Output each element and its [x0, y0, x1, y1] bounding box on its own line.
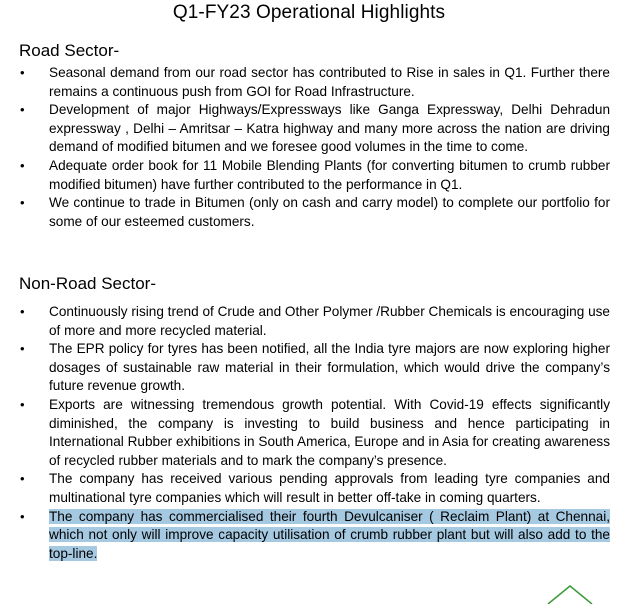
- list-item: • Adequate order book for 11 Mobile Blending Plants (for converting bitumen to crumb rubber modified bitumen) have further contributed to the performance in Q1.: [0, 157, 618, 194]
- road-sector-list: [0, 64, 618, 231]
- list-item: • The EPR policy for tyres has been notified, all the India tyre majors are now exploring higher dosages of sustainable raw material in their formulation, which would drive the company’s future revenue growth.: [0, 340, 618, 396]
- road-sector-heading: Road Sector-: [19, 41, 120, 60]
- list-item: • Seasonal demand from our road sector has contributed to Rise in sales in Q1. Further there remains a continuous push from GOI for Road Infrastructure.: [0, 64, 618, 101]
- highlighted-list-item: [0, 508, 618, 564]
- list-item: • We continue to trade in Bitumen (only on cash and carry model) to complete our portfolio for some of our esteemed customers.: [0, 194, 618, 231]
- non-road-sector-heading: Non-Road Sector-: [19, 274, 157, 293]
- decorative-arrow-icon: [540, 584, 600, 604]
- non-road-sector-list: [0, 303, 618, 563]
- page-title: Q1-FY23 Operational Highlights: [172, 2, 446, 23]
- list-item: • Development of major Highways/Expressways like Ganga Expressway, Delhi Dehradun expressway , Delhi – Amritsar – Katra highway and many more across the nation are driving demand of modified bitumen and we foresee good volumes in the time to come.: [0, 101, 618, 157]
- list-item: • Exports are witnessing tremendous growth potential. With Covid-19 effects significantly diminished, the company is investing to build business and hence participating in International Rubber exhibitions in South America, Europe and in Asia for creating awareness of recycled rubber materials and to mark the company’s presence.: [0, 396, 618, 470]
- text-selection-highlight[interactable]: The company has commercialised their fourth Devulcaniser ( Reclaim Plant) at Chennai, which not only will improve capacity utilisation of crumb rubber plant but will also add to the top-line.: [49, 508, 610, 561]
- list-item: • The company has received various pending approvals from leading tyre companies and multinational tyre companies which will result in better off-take in coming quarters.: [0, 470, 618, 507]
- list-item: • Continuously rising trend of Crude and Other Polymer /Rubber Chemicals is encouraging use of more and more recycled material.: [0, 303, 618, 340]
